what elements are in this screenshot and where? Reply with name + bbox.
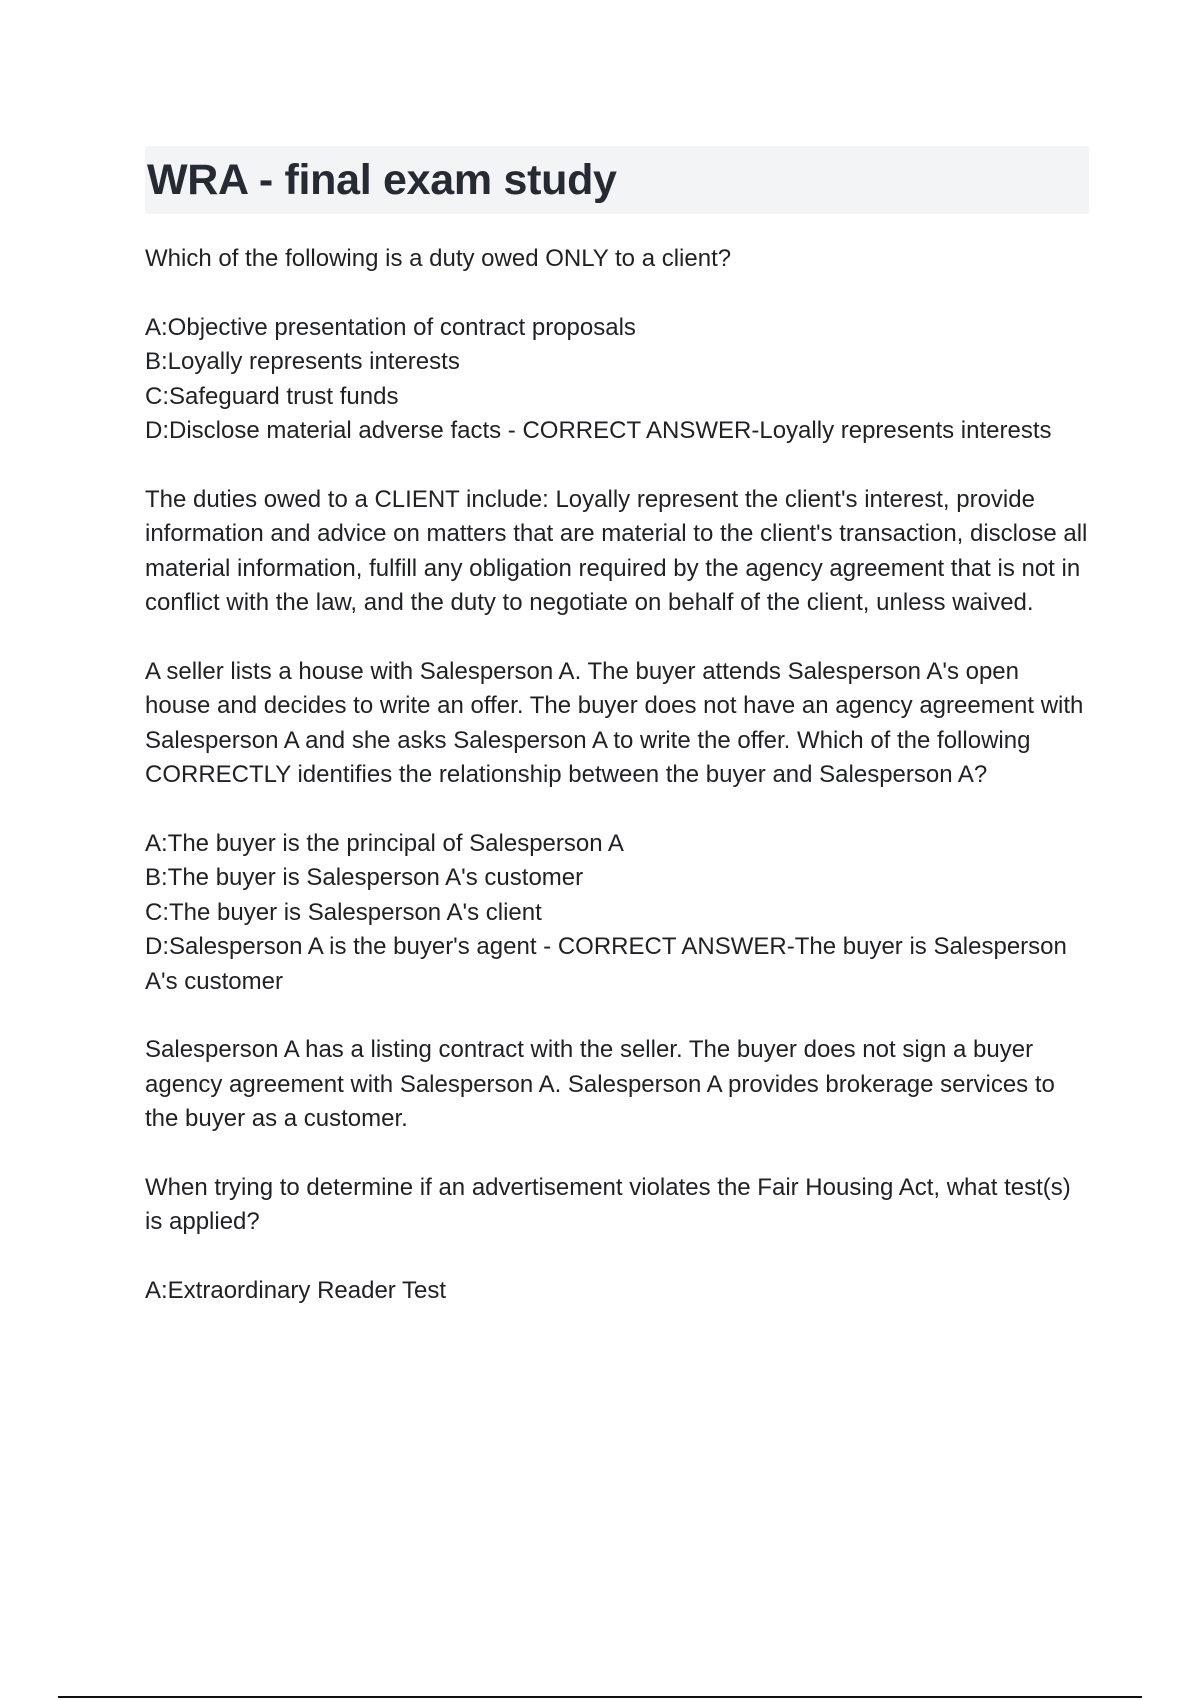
document-page: [145, 146, 1089, 1342]
question-3-options: A:Extraordinary Reader Test: [145, 1276, 447, 1304]
page-title: WRA - final exam study: [147, 155, 617, 204]
question-1: Which of the following is a duty owed ONLY to a client?: [145, 245, 732, 272]
footer-divider: [58, 1696, 1142, 1698]
document-content: [145, 242, 1089, 1308]
explanation-1: The duties owed to a CLIENT include: Loyally represent the client's interest, provide information and advice on matters that are material to the client's transaction, disclose all material information, fulfill any obligation required by the agency agreement that is not in conflict with the law, and the duty to negotiate on behalf of the client, unless waived.: [145, 485, 1088, 616]
question-1-options: A:Objective presentation of contract proposals B:Loyally represents interests C:Safeguard trust funds D:Disclose material adverse facts - CORRECT ANSWER-Loyally represents interests: [145, 313, 1052, 444]
title-bar: [145, 146, 1089, 214]
question-2: A seller lists a house with Salesperson A. The buyer attends Salesperson A's open house and decides to write an offer. The buyer does not have an agency agreement with Salesperson A and she asks Salesperson A to write the offer. Which of the following CORRECTLY identifies the relationship between the buyer and Salesperson A?: [145, 657, 1084, 788]
explanation-2: Salesperson A has a listing contract with the seller. The buyer does not sign a buyer agency agreement with Salesperson A. Salesperson A provides brokerage services to the buyer as a customer.: [145, 1036, 1055, 1132]
question-3: When trying to determine if an advertisement violates the Fair Housing Act, what test(s) is applied?: [145, 1173, 1071, 1235]
question-2-options: A:The buyer is the principal of Salesperson A B:The buyer is Salesperson A's customer C:The buyer is Salesperson A's client D:Salesperson A is the buyer's agent - CORRECT ANSWER-The buyer is Salesperson A's customer: [145, 829, 1067, 995]
